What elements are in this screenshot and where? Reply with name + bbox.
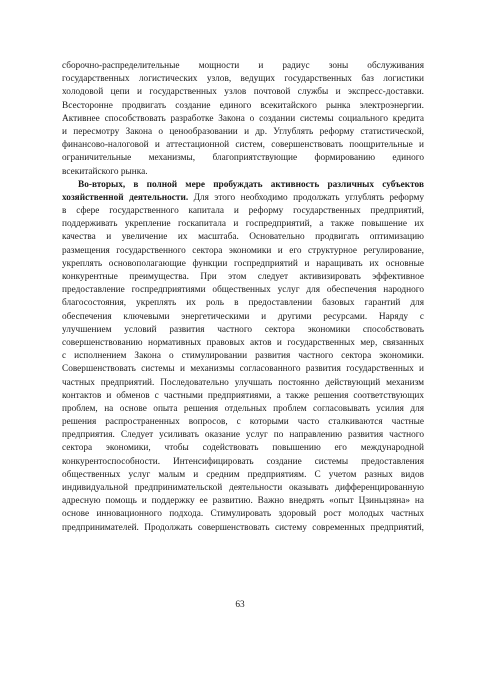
text-line: [62, 271, 424, 284]
text-line: [62, 442, 424, 455]
text-line: [62, 522, 424, 535]
text-line: [62, 218, 424, 231]
text-line: [62, 416, 424, 429]
text-line: [62, 363, 424, 376]
text-run: качества и увеличение их масштаба. Основательно продвигать оптимизацию: [62, 232, 424, 243]
text-run: Всесторонне продвигать создание единого всекитайского рынка электроэнергии.: [62, 100, 424, 111]
text-line: [62, 482, 424, 495]
text-run: индивидуальной предпринимательской деятельности оказывать дифференцированную: [62, 483, 424, 493]
text-line: [62, 390, 424, 403]
text-line: [62, 245, 424, 258]
text-line: [62, 73, 424, 86]
text-run: Для этого необходимо продолжать углублять реформу: [188, 192, 424, 203]
text-run: предприятия. Следует усиливать оказание услуг по направлению развития частного: [62, 430, 424, 441]
text-run: конкурентные преимущества. При этом следует активизировать эффективное: [62, 272, 424, 282]
text-line: [62, 297, 424, 310]
text-run: холодовой цепи и государственных узлов почтовой службы и экспресс-доставки.: [62, 87, 424, 98]
text-line: [62, 337, 424, 350]
text-line: [62, 469, 424, 482]
text-line: [62, 258, 424, 271]
text-line: [62, 495, 424, 508]
bold-run: Во-вторых, в полной мере пробуждать активность различных субъектов: [78, 179, 424, 190]
text-line: [62, 60, 424, 73]
text-run: решения распространенных вопросов, с которыми часто сталкиваются частные: [62, 417, 424, 428]
text-line: [62, 192, 424, 205]
text-line: [62, 179, 424, 192]
text-line: [62, 126, 424, 139]
text-line: [62, 152, 424, 165]
text-run: Совершенствовать системы и механизмы согласованного развития государственных и: [62, 364, 424, 375]
body-text: [62, 60, 424, 535]
text-line: [62, 311, 424, 324]
text-line: [62, 350, 424, 363]
text-run: адресную помощь и поддержку ее развитию. Важно внедрять «опыт Цзиньцзяна» на: [62, 496, 424, 507]
text-line: [62, 377, 424, 390]
text-run: контактов и обменов с частными предприятиями, а также решения соответствующих: [62, 390, 424, 401]
text-run: общественных услуг малым и средним предприятиям. С учетом разных видов: [62, 469, 424, 480]
text-line: [62, 324, 424, 337]
text-run: поддерживать укрепление госкапитала и госпредприятий, а также повышение их: [62, 219, 424, 230]
text-run: сектора экономики, чтобы содействовать повышению его международной: [62, 443, 424, 454]
text-run: всекитайского рынка.: [62, 166, 148, 177]
text-run: проблем, на основе опыта решения отдельных проблем согласовывать усилия для: [62, 403, 424, 414]
text-run: основе инновационного подхода. Стимулировать здоровый рост молодых частных: [62, 509, 424, 520]
bold-run: хозяйственной деятельности.: [62, 192, 189, 203]
text-run: улучшением условий развития частного сектора экономики способствовать: [62, 324, 424, 335]
text-line: [62, 508, 424, 521]
text-run: сборочно-распределительные мощности и радиус зоны обслуживания: [62, 61, 424, 71]
text-line: [62, 284, 424, 297]
text-run: и пересмотру Закона о ценообразовании и др. Углублять реформу статистической,: [62, 126, 424, 137]
text-run: совершенствованию нормативных правовых актов и государственных мер, связанных: [62, 337, 424, 348]
text-line: [62, 139, 424, 152]
page-number: 63: [235, 600, 245, 610]
text-line: [62, 429, 424, 442]
text-run: Активнее способствовать разработке Закона о создании системы социального кредита: [62, 113, 424, 124]
text-line: [62, 100, 424, 113]
text-run: в сфере государственного капитала и реформу государственных предприятий,: [62, 206, 424, 217]
text-line: [62, 113, 424, 126]
text-line: [62, 86, 424, 99]
text-run: предоставление госпредприятиями общественных услуг для обеспечения народного: [62, 285, 424, 296]
text-line: [62, 456, 424, 469]
text-line: [62, 166, 424, 179]
text-run: размещения государственного сектора экономики и его структурное регулирование,: [62, 245, 424, 256]
text-run: обеспечения ключевыми энергетическими и другими ресурсами. Наряду с: [62, 311, 424, 322]
text-run: благосостояния, укреплять их роль в предоставлении базовых гарантий для: [62, 298, 424, 309]
text-line: [62, 231, 424, 244]
text-run: финансово-налоговой и аттестационной систем, совершенствовать поощрительные и: [62, 140, 424, 151]
text-run: ограничительные механизмы, благоприятствующие формированию единого: [62, 153, 424, 164]
text-line: [62, 205, 424, 218]
text-run: с исполнением Закона о стимулировании развития частного сектора экономики.: [62, 351, 424, 362]
text-run: частных предприятий. Последовательно улучшать постоянно действующий механизм: [62, 377, 424, 388]
text-line: [62, 403, 424, 416]
text-run: конкурентоспособности. Интенсифицировать создание системы предоставления: [62, 456, 424, 467]
text-run: укреплять основополагающие функции госпредприятий и наращивать их основные: [62, 258, 424, 269]
text-run: предпринимателей. Продолжать совершенствовать систему современных предприятий,: [62, 522, 424, 533]
text-run: государственных логистических узлов, ведущих государственных баз логистики: [62, 74, 424, 85]
